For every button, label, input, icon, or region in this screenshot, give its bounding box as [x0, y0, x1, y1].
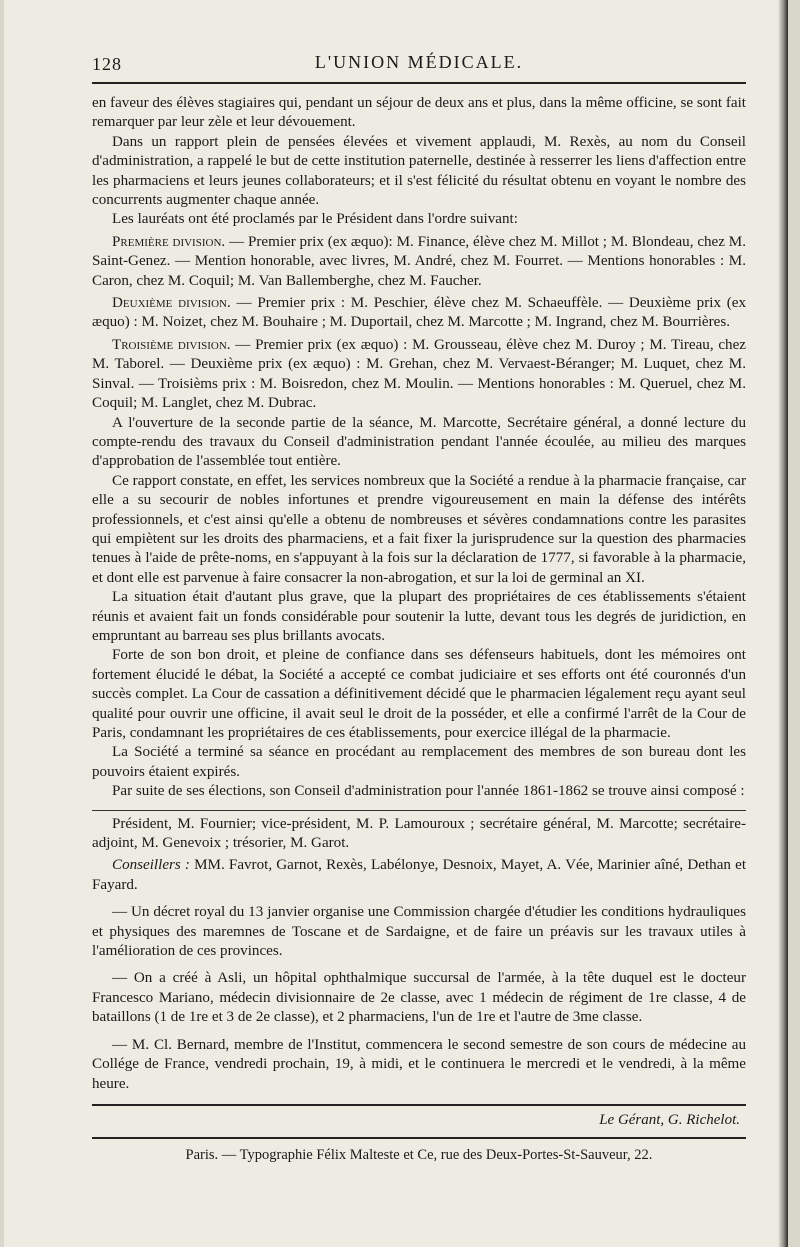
bureau-composition: Président, M. Fournier; vice-président, M. P. Lamouroux ; secrétaire général, M. Marcotte; secrétaire-adjoint, M. Genevoix ; trésorier, M. Garot.	[92, 815, 746, 852]
division-entry	[92, 233, 746, 291]
running-title: L'UNION MÉDICALE.	[314, 52, 524, 72]
gerant-signature	[92, 1112, 740, 1129]
running-header	[92, 46, 746, 82]
division-text: — Premier prix (ex æquo): M. Finance, élève chez M. Millot ; M. Blondeau, chez M. Saint-Genez. — Mention honorable, avec livres, M. André, chez M. Fourret. — Mentions honorables : M. Caron, chez M. Coquil; M. Van Ballemberghe, chez M. Faucher.	[92, 233, 746, 289]
conseillers-label: Conseillers :	[112, 857, 190, 874]
printer-imprint: Paris. — Typographie Félix Malteste et Ce, rue des Deux-Portes-St-Sauveur, 22.	[92, 1137, 746, 1164]
paragraph: Les lauréats ont été proclamés par le Président dans l'ordre suivant:	[112, 211, 518, 228]
paragraph: La situation était d'autant plus grave, que la plupart des propriétaires de ces établissements s'étaient réunis et avaient fait un fonds considérable pour soutenir la lutte, devant tous les degrés de juridiction, en empruntant au barreau ses plus brillants avocats.	[92, 589, 746, 644]
division-name: Première division.	[112, 233, 226, 250]
division-text: — Premier prix : M. Peschier, élève chez M. Schaeuffèle. — Deuxième prix (ex æquo) : M. Noizet, chez M. Bouhaire ; M. Duportail, chez M. Marcotte ; M. Ingrand, chez M. Bourrières.	[92, 295, 746, 331]
conseillers-text: MM. Favrot, Garnot, Rexès, Labélonye, Desnoix, Mayet, A. Vée, Marinier aîné, Dethan et Fayard.	[92, 857, 747, 893]
page-edge-shadow	[778, 0, 788, 1247]
paragraph: Ce rapport constate, en effet, les services nombreux que la Société a rendue à la pharmacie française, car elle a su secourir de nobles infortunes et prendre vigoureusement en main la défense des intérêts professionnels, et c'est ainsi qu'elle a obtenu de nombreuses et sévères condamnations contre les parasites qui empiètent sur les droits des pharmaciens, et a fait fixer la jurisprudence sur la question des pharmacies tenues à l'aide de prête-noms, en s'appuyant à la fois sur la déclaration de 1777, si favorable à la pharmacie, et dont elle est parvenue à faire consacrer la non-abrogation, et sur la loi de germinal an XI.	[92, 472, 746, 586]
paragraph: Dans un rapport plein de pensées élevées et vivement applaudi, M. Rexès, au nom du Conseil d'administration, a rappelé le but de cette institution paternelle, destinée à resserrer les liens d'affection entre les pharmaciens et leurs jeunes collaborateurs; et il s'est félicité du résultat obtenu en voyant le nombre des concurrents augmenter chaque année.	[92, 133, 746, 209]
paragraph: Par suite de ses élections, son Conseil d'administration pour l'année 1861-1862 se trouve ainsi composé :	[112, 783, 745, 800]
document-page	[4, 0, 784, 1247]
gerant-text: Le Gérant, G. Richelot.	[599, 1111, 740, 1128]
page-number: 128	[92, 54, 122, 74]
separator-rule	[92, 810, 746, 811]
division-name: Deuxième division.	[112, 295, 231, 312]
conseillers-line	[92, 856, 746, 895]
paragraph: A l'ouverture de la seconde partie de la séance, M. Marcotte, Secrétaire général, a donné lecture du compte-rendu des travaux du Conseil d'administration pendant l'année écoulée, au milieu des marques d'approbation de l'assemblée tout entière.	[92, 414, 746, 470]
article-body	[92, 94, 746, 1094]
division-name: Troisième division.	[112, 336, 231, 353]
division-text: — Premier prix (ex æquo) : M. Grousseau, élève chez M. Duroy ; M. Tireau, chez M. Taborel. — Deuxième prix (ex æquo) : M. Grehan, chez M. Vervaest-Béranger; M. Luquet, chez M. Sinval. — Troisièms prix : M. Boisredon, chez M. Moulin. — Mentions honorables : M. Queruel, chez M. Coquil; M. Langlet, chez M. Dubrac.	[92, 336, 747, 412]
news-item: — M. Cl. Bernard, membre de l'Institut, commencera le second semestre de son cours de médecine au Collége de France, vendredi prochain, 19, à midi, et le continuera le mercredi et le vendredi, à la même heure.	[92, 1036, 746, 1092]
footer-rule	[92, 1104, 746, 1106]
paragraph: en faveur des élèves stagiaires qui, pendant un séjour de deux ans et plus, dans la même officine, se sont fait remarquer par leur zèle et leur dévouement.	[92, 95, 746, 131]
news-item: — On a créé à Asli, un hôpital ophthalmique succursal de l'armée, à la tête duquel est le docteur Francesco Mariano, médecin divisionnaire de 2e classe, avec 1 médecin de régiment de 1re classe, 4 de bataillons (1 de 1re et 3 de 2e classe), et 2 pharmaciens, l'un de 1re et l'autre de 3me classe.	[92, 970, 746, 1026]
header-rule	[92, 82, 746, 84]
paragraph: La Société a terminé sa séance en procédant au remplacement des membres de son bureau dont les pouvoirs étaient expirés.	[92, 744, 746, 780]
division-entry	[92, 294, 746, 333]
division-entry	[92, 336, 746, 414]
paragraph: Forte de son bon droit, et pleine de confiance dans ses défenseurs habituels, dont les mémoires ont fortement élucidé le débat, la Société a accepté ce combat judiciaire et ses efforts ont été couronnés d'un succès complet. La Cour de cassation a définitivement décidé que le pharmacien légalement reçu ayant seul qualité pour ouvrir une officine, il avait seul le droit de la posséder, et elle a confirmé l'arrêt de la Cour de Paris, condamnant les propriétaires de ces établissements, pour exercice illégal de la pharmacie.	[92, 647, 746, 741]
news-item: — Un décret royal du 13 janvier organise une Commission chargée d'étudier les conditions hydrauliques et physiques des maremnes de Toscane et de Sardaigne, et de faire un préavis sur les travaux utiles à l'amélioration de ces provinces.	[92, 904, 746, 960]
